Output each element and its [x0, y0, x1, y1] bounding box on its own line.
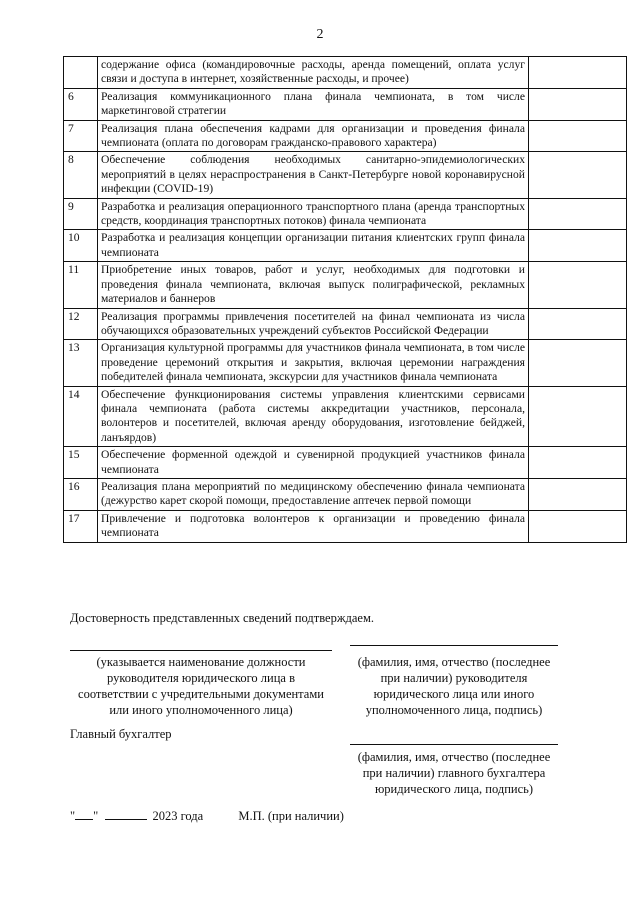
row-description: Разработка и реализация концепции организации питания клиентских групп финала чемпионата — [98, 230, 529, 262]
row-description: Приобретение иных товаров, работ и услуг, необходимых для подготовки и проведения финала чемпионата, включая выпуск полиграфической, рекламных материалов и баннеров — [98, 262, 529, 308]
table-row — [64, 57, 627, 89]
head-signature-line — [350, 645, 558, 646]
position-signature-line — [70, 650, 332, 651]
table-body — [64, 57, 627, 543]
chief-accountant-label: Главный бухгалтер — [70, 727, 172, 741]
table-row — [64, 262, 627, 308]
table-row — [64, 340, 627, 386]
row-number — [64, 57, 98, 89]
row-amount-cell — [529, 198, 627, 230]
date-row — [70, 808, 344, 824]
position-caption: (указывается наименование должности руководителя юридического лица в соответствии с учредительными документами или иного уполномоченного лица) — [78, 655, 324, 717]
table-row — [64, 120, 627, 152]
row-number: 15 — [64, 447, 98, 479]
row-number: 16 — [64, 478, 98, 510]
head-name-caption: (фамилия, имя, отчество (последнее при наличии) руководителя юридического лица или иного уполномоченного лица, подпись) — [357, 655, 551, 717]
row-description: Реализация программы привлечения посетителей на финал чемпионата из числа обучающихся образовательных учреждений субъектов Российской Федерации — [98, 308, 529, 340]
expense-items-table — [63, 56, 627, 543]
date-quote-close: " — [93, 809, 99, 823]
page-number: 2 — [316, 27, 324, 42]
row-description: Реализация коммуникационного плана финала чемпионата, в том числе маркетинговой стратегии — [98, 88, 529, 120]
month-blank — [105, 808, 147, 820]
row-description: содержание офиса (командировочные расходы, аренда помещений, оплата услуг связи и доступа в интернет, хозяйственные расходы, и прочее) — [98, 57, 529, 89]
row-description: Разработка и реализация операционного транспортного плана (аренда транспортных средств, координация транспортных потоков) финала чемпионата — [98, 198, 529, 230]
row-description: Организация культурной программы для участников финала чемпионата, в том числе проведение церемоний открытия и закрытия, включая церемонии награждения победителей финала чемпионата, экскурсии для участников финала чемпионата — [98, 340, 529, 386]
row-description: Реализация плана обеспечения кадрами для организации и проведения финала чемпионата (оплата по договорам гражданско-правового характера) — [98, 120, 529, 152]
row-number: 10 — [64, 230, 98, 262]
row-amount-cell — [529, 447, 627, 479]
row-description: Обеспечение функционирования системы управления клиентскими сервисами финала чемпионата (работа системы аккредитации участников, персонала, волонтеров и посетителей, включая аренду оборудования, изготовление бейджей, ланъярдов) — [98, 386, 529, 447]
row-number: 7 — [64, 120, 98, 152]
row-number: 17 — [64, 510, 98, 542]
row-amount-cell — [529, 230, 627, 262]
table-row — [64, 447, 627, 479]
accountant-signature-line — [350, 744, 558, 745]
table-row — [64, 386, 627, 447]
row-amount-cell — [529, 386, 627, 447]
day-blank — [75, 808, 93, 820]
table-row — [64, 198, 627, 230]
row-amount-cell — [529, 510, 627, 542]
row-amount-cell — [529, 152, 627, 198]
table-row — [64, 478, 627, 510]
table-row — [64, 152, 627, 198]
accountant-name-caption: (фамилия, имя, отчество (последнее при наличии) главного бухгалтера юридического лица, подпись) — [357, 750, 551, 796]
table-row — [64, 510, 627, 542]
row-number: 9 — [64, 198, 98, 230]
row-amount-cell — [529, 57, 627, 89]
row-number: 14 — [64, 386, 98, 447]
confirmation-statement: Достоверность представленных сведений подтверждаем. — [70, 611, 374, 625]
date-quote-open: " — [70, 809, 76, 823]
row-amount-cell — [529, 340, 627, 386]
row-description: Реализация плана мероприятий по медицинскому обеспечению финала чемпионата (дежурство карет скорой помощи, предоставление аптечек первой помощи — [98, 478, 529, 510]
stamp-text: М.П. (при наличии) — [238, 809, 344, 823]
row-number: 6 — [64, 88, 98, 120]
table-row — [64, 88, 627, 120]
row-number: 12 — [64, 308, 98, 340]
row-amount-cell — [529, 308, 627, 340]
row-amount-cell — [529, 88, 627, 120]
row-description: Обеспечение форменной одеждой и сувенирной продукцией участников финала чемпионата — [98, 447, 529, 479]
row-description: Привлечение и подготовка волонтеров к организации и проведению финала чемпионата — [98, 510, 529, 542]
row-amount-cell — [529, 262, 627, 308]
row-number: 8 — [64, 152, 98, 198]
table-row — [64, 308, 627, 340]
year-text: 2023 года — [152, 809, 204, 823]
row-amount-cell — [529, 120, 627, 152]
row-number: 13 — [64, 340, 98, 386]
table-row — [64, 230, 627, 262]
row-number: 11 — [64, 262, 98, 308]
row-description: Обеспечение соблюдения необходимых санитарно-эпидемиологических мероприятий в целях нераспространения в Санкт-Петербурге новой коронавирусной инфекции (COVID-19) — [98, 152, 529, 198]
row-amount-cell — [529, 478, 627, 510]
